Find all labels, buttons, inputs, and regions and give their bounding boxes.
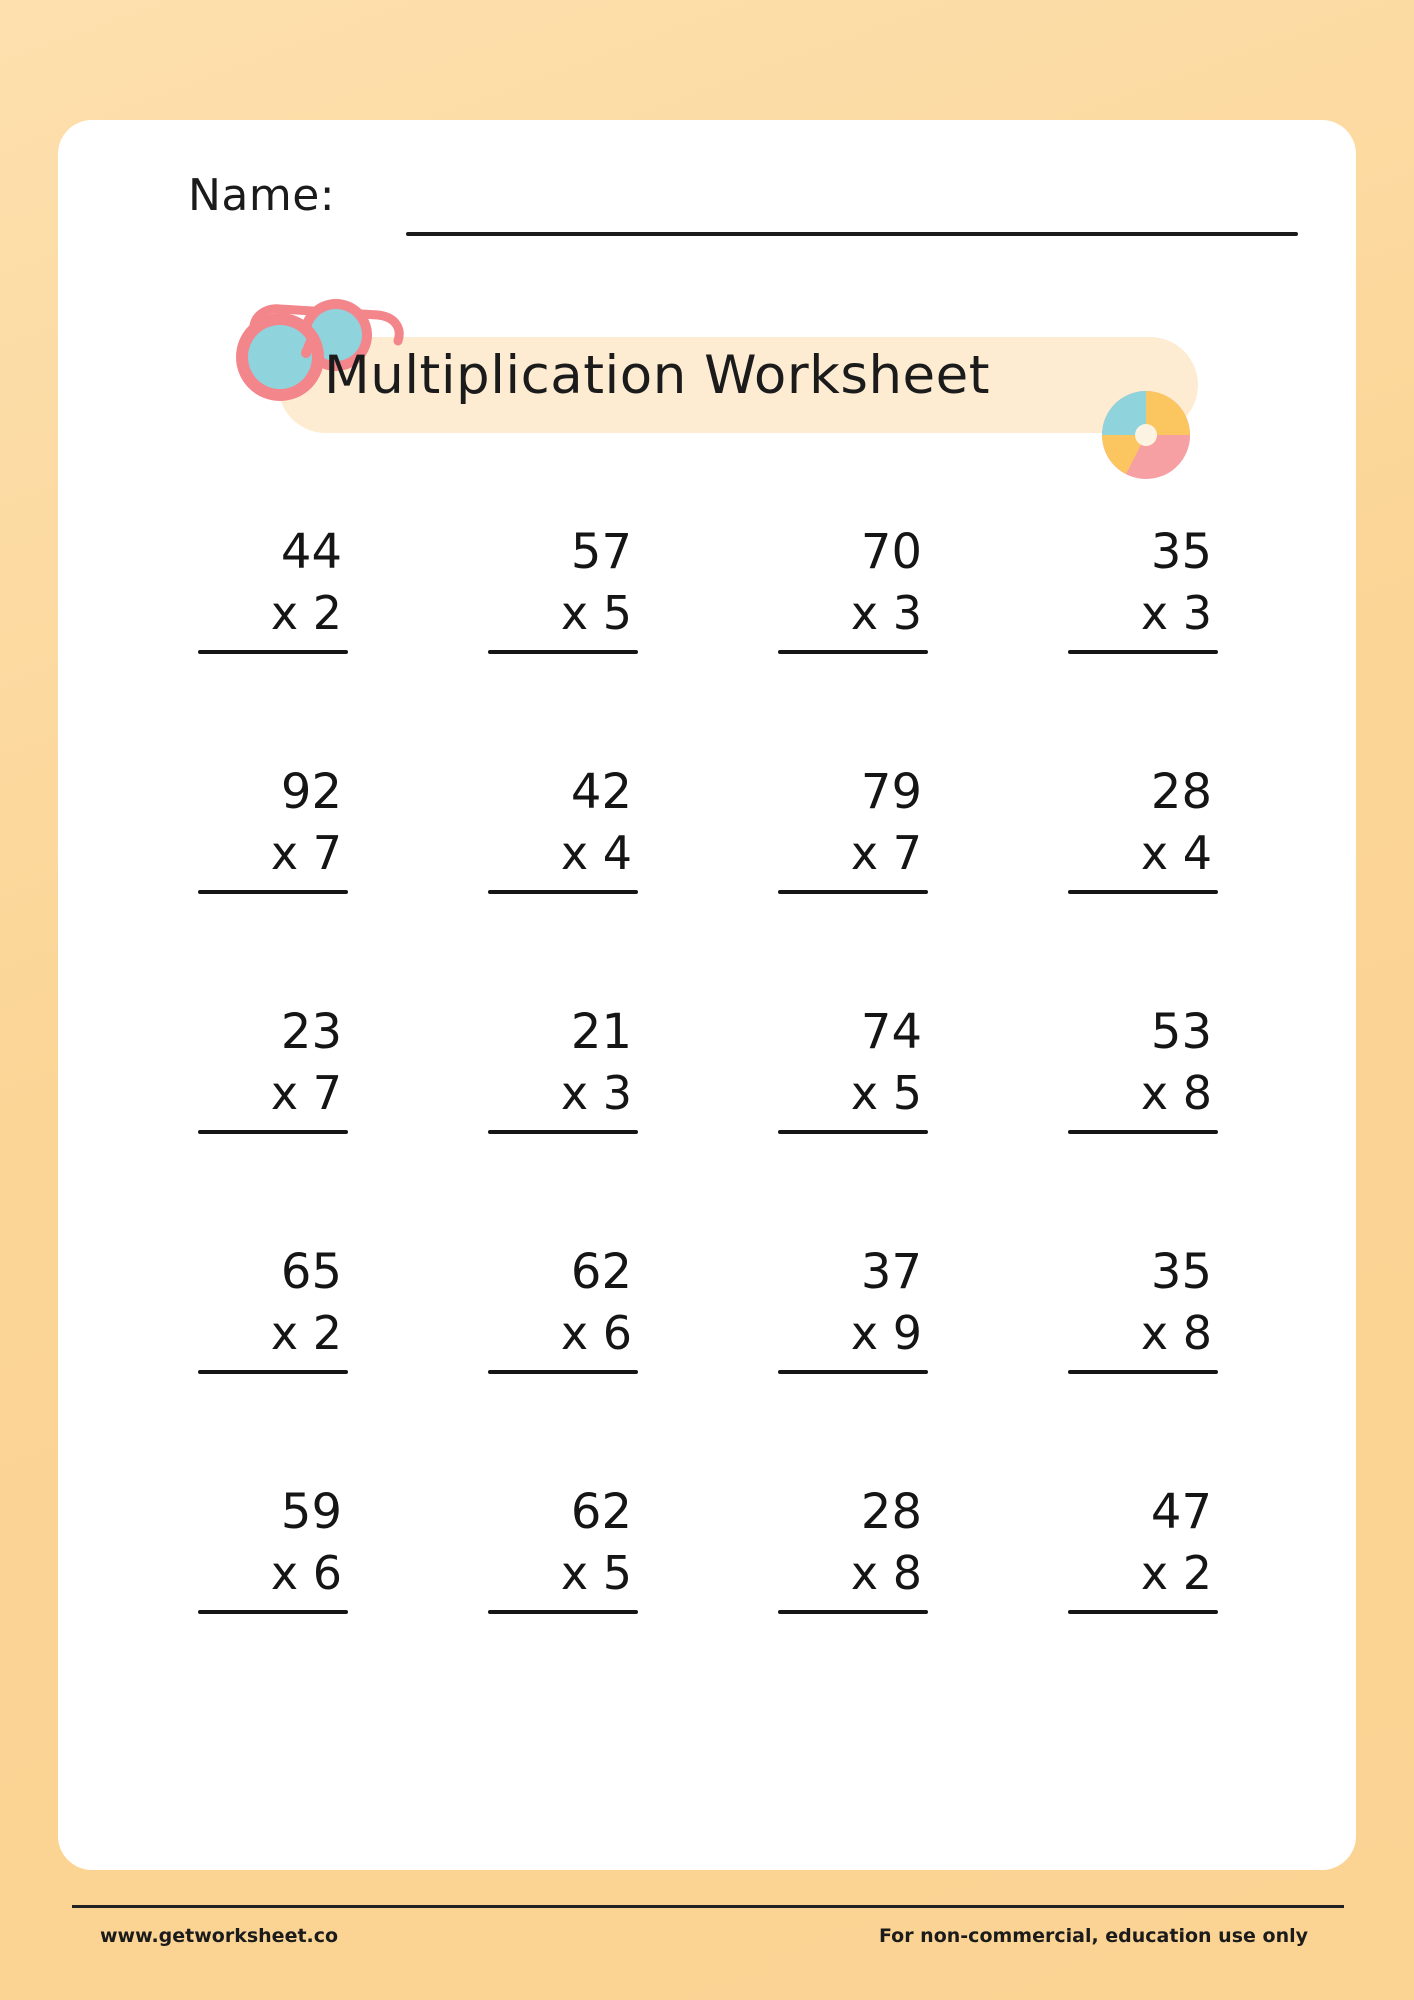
answer-line[interactable]	[488, 1610, 638, 1614]
answer-line[interactable]	[198, 1370, 348, 1374]
problem-cell	[998, 750, 1288, 990]
problem-cell	[998, 510, 1288, 750]
problem-1	[198, 524, 348, 654]
multiplier: x 8	[1140, 1306, 1212, 1360]
problem-9	[198, 1004, 348, 1134]
problem-15	[778, 1244, 928, 1374]
problem-20	[1068, 1484, 1218, 1614]
problem-cell	[708, 750, 998, 990]
problem-cell	[708, 1470, 998, 1710]
multiplier: x 2	[270, 1306, 342, 1360]
problem-cell	[418, 1470, 708, 1710]
answer-line[interactable]	[488, 1370, 638, 1374]
multiplicand: 92	[280, 764, 342, 820]
multiplicand: 65	[280, 1244, 342, 1300]
answer-line[interactable]	[778, 1610, 928, 1614]
multiplicand: 42	[570, 764, 632, 820]
multiplier: x 2	[270, 586, 342, 640]
multiplier: x 3	[560, 1066, 632, 1120]
multiplier: x 5	[560, 586, 632, 640]
answer-line[interactable]	[198, 650, 348, 654]
problem-cell	[418, 990, 708, 1230]
footer-website[interactable]: www.getworksheet.co	[100, 1925, 339, 1947]
answer-line[interactable]	[1068, 650, 1218, 654]
problem-17	[198, 1484, 348, 1614]
problem-cell	[128, 1470, 418, 1710]
multiplicand: 59	[280, 1484, 342, 1540]
problem-cell	[128, 1230, 418, 1470]
title-block	[228, 295, 1258, 480]
problem-13	[198, 1244, 348, 1374]
footer-usage-notice: For non-commercial, education use only	[878, 1925, 1308, 1947]
multiplicand: 57	[570, 524, 632, 580]
problem-cell	[128, 990, 418, 1230]
name-write-line[interactable]	[406, 232, 1298, 236]
problem-6	[488, 764, 638, 894]
answer-line[interactable]	[1068, 1370, 1218, 1374]
answer-line[interactable]	[488, 890, 638, 894]
problem-14	[488, 1244, 638, 1374]
page-title: Multiplication Worksheet	[324, 345, 991, 406]
answer-line[interactable]	[198, 1130, 348, 1134]
answer-line[interactable]	[1068, 1610, 1218, 1614]
multiplier: x 6	[270, 1546, 342, 1600]
problem-cell	[418, 510, 708, 750]
problem-16	[1068, 1244, 1218, 1374]
multiplicand: 47	[1150, 1484, 1212, 1540]
problem-5	[198, 764, 348, 894]
problem-cell	[418, 750, 708, 990]
problems-grid	[128, 510, 1288, 1710]
problem-cell	[998, 1470, 1288, 1710]
multiplicand: 62	[570, 1244, 632, 1300]
problem-cell	[418, 1230, 708, 1470]
problem-2	[488, 524, 638, 654]
multiplier: x 5	[560, 1546, 632, 1600]
footer	[72, 1925, 1344, 1965]
answer-line[interactable]	[1068, 890, 1218, 894]
multiplicand: 74	[860, 1004, 922, 1060]
problem-3	[778, 524, 928, 654]
problem-7	[778, 764, 928, 894]
multiplier: x 7	[850, 826, 922, 880]
multiplier: x 7	[270, 1066, 342, 1120]
multiplier: x 4	[560, 826, 632, 880]
multiplicand: 23	[280, 1004, 342, 1060]
multiplicand: 35	[1150, 524, 1212, 580]
problem-cell	[708, 1230, 998, 1470]
multiplier: x 9	[850, 1306, 922, 1360]
multiplicand: 53	[1150, 1004, 1212, 1060]
multiplicand: 70	[860, 524, 922, 580]
problem-18	[488, 1484, 638, 1614]
multiplicand: 28	[1150, 764, 1212, 820]
multiplicand: 28	[860, 1484, 922, 1540]
problem-4	[1068, 524, 1218, 654]
answer-line[interactable]	[1068, 1130, 1218, 1134]
problem-8	[1068, 764, 1218, 894]
multiplier: x 3	[1140, 586, 1212, 640]
multiplier: x 8	[850, 1546, 922, 1600]
problem-cell	[708, 990, 998, 1230]
answer-line[interactable]	[198, 890, 348, 894]
multiplier: x 3	[850, 586, 922, 640]
multiplier: x 2	[1140, 1546, 1212, 1600]
multiplier: x 7	[270, 826, 342, 880]
multiplicand: 79	[860, 764, 922, 820]
problem-19	[778, 1484, 928, 1614]
multiplicand: 37	[860, 1244, 922, 1300]
problem-cell	[708, 510, 998, 750]
multiplicand: 21	[570, 1004, 632, 1060]
problem-cell	[128, 750, 418, 990]
problem-cell	[998, 990, 1288, 1230]
problem-10	[488, 1004, 638, 1134]
multiplier: x 5	[850, 1066, 922, 1120]
answer-line[interactable]	[778, 650, 928, 654]
worksheet-card	[58, 120, 1356, 1870]
name-label: Name:	[188, 170, 336, 221]
answer-line[interactable]	[778, 890, 928, 894]
answer-line[interactable]	[778, 1130, 928, 1134]
problem-cell	[998, 1230, 1288, 1470]
name-row	[188, 160, 1298, 240]
problem-11	[778, 1004, 928, 1134]
answer-line[interactable]	[778, 1370, 928, 1374]
answer-line[interactable]	[198, 1610, 348, 1614]
problem-cell	[128, 510, 418, 750]
answer-line[interactable]	[488, 1130, 638, 1134]
problem-12	[1068, 1004, 1218, 1134]
answer-line[interactable]	[488, 650, 638, 654]
multiplicand: 44	[280, 524, 342, 580]
multiplicand: 35	[1150, 1244, 1212, 1300]
footer-divider	[72, 1905, 1344, 1908]
multiplier: x 6	[560, 1306, 632, 1360]
multiplier: x 8	[1140, 1066, 1212, 1120]
multiplier: x 4	[1140, 826, 1212, 880]
multiplicand: 62	[570, 1484, 632, 1540]
